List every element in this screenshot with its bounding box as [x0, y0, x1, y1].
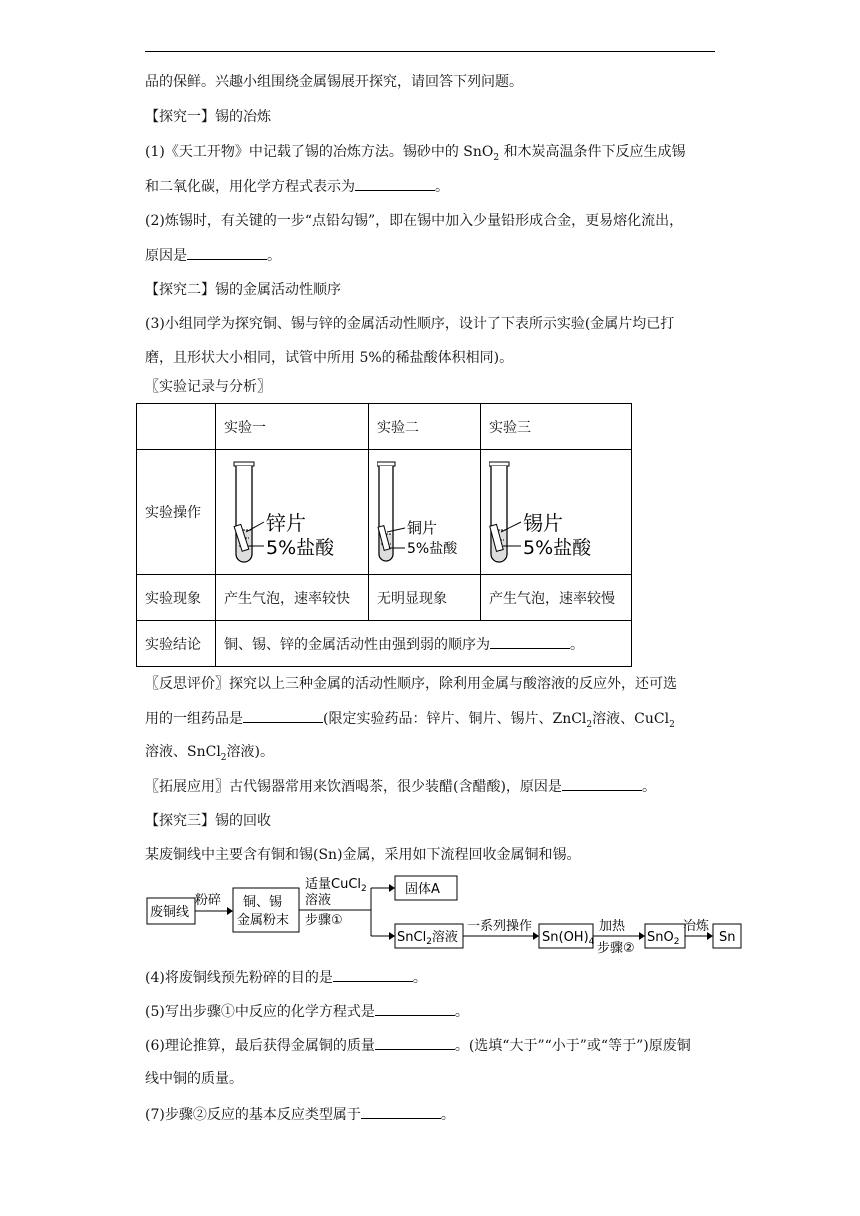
test-tube-copper: [377, 450, 472, 570]
header-rule: [145, 51, 715, 52]
answer-blank[interactable]: [375, 1001, 455, 1016]
subsection-title: 〖实验记录与分析〗: [145, 379, 271, 395]
question-1-cont: 和二氧化碳，用化学方程式表示为 。: [145, 176, 449, 197]
box-label: 金属粉末: [237, 913, 290, 928]
question-3: (3)小组同学为探究铜、锡与锌的金属活动性顺序，设计了下表所示实验(金属片均已打: [145, 316, 675, 332]
answer-blank[interactable]: [243, 708, 323, 723]
question-7: (7)步骤②反应的基本反应类型属于 。: [145, 1104, 455, 1125]
arrow-label: 步骤②: [597, 941, 635, 954]
question-4: (4)将废铜线预先粉碎的目的是 。: [145, 967, 427, 988]
row-label: 实验现象: [137, 575, 216, 621]
answer-blank[interactable]: [490, 634, 570, 649]
section-title: 【探究三】锡的回收: [145, 813, 271, 829]
answer-blank[interactable]: [562, 776, 642, 791]
reflection: 〖反思评价〗探究以上三种金属的活动性顺序，除利用金属与酸溶液的反应外，还可选: [145, 676, 677, 692]
box-label: 固体A: [405, 882, 440, 897]
section-title: 【探究一】锡的冶炼: [145, 109, 271, 125]
intro-text: 某废铜线中主要含有铜和锡(Sn)金属，采用如下流程回收金属铜和锡。: [145, 847, 581, 863]
experiment-table: [136, 403, 632, 667]
tube-cell-2: [369, 450, 481, 575]
question-2-cont: 原因是 。: [145, 245, 281, 266]
text-line: 品的保鲜。兴趣小组围绕金属锡展开探究，请回答下列问题。: [145, 74, 523, 90]
metal-label: 锡片: [523, 511, 563, 535]
condition-label: 步骤①: [305, 913, 343, 928]
row-label: 实验结论: [137, 621, 216, 667]
section-title: 【探究二】锡的金属活动性顺序: [145, 282, 341, 298]
answer-blank[interactable]: [355, 176, 435, 191]
phenomenon-cell: 产生气泡，速率较快: [216, 575, 369, 621]
answer-blank[interactable]: [361, 1104, 441, 1119]
question-2: (2)炼锡时，有关键的一步“点铅勾锡”，即在锡中加入少量铅形成合金，更易熔化流出，: [145, 213, 684, 229]
acid-label: 5%盐酸: [266, 537, 335, 559]
question-6: (6)理论推算，最后获得金属铜的质量 。(选填“大于”“小于”或“等于”)原废铜: [145, 1035, 691, 1056]
answer-blank[interactable]: [375, 1035, 455, 1050]
metal-label: 铜片: [407, 519, 438, 537]
phenomenon-cell: 无明显现象: [369, 575, 481, 621]
condition-label: 适量CuCl$_2$: [305, 877, 367, 894]
reflection-cont: 用的一组药品是 (限定实验药品：锌片、铜片、锡片、ZnCl$_2$溶液、CuCl$_2$: [145, 708, 675, 729]
process-flowchart: [145, 874, 745, 954]
phenomenon-cell: 产生气泡，速率较慢: [481, 575, 632, 621]
row-label: 实验操作: [137, 450, 216, 575]
answer-blank[interactable]: [187, 245, 267, 260]
table-header: 实验二: [369, 404, 481, 450]
tube-cell-1: [216, 450, 369, 575]
question-3-cont: 磨，且形状大小相同，试管中所用 5%的稀盐酸体积相同)。: [145, 350, 514, 366]
test-tube-tin: [489, 450, 619, 570]
condition-label: 溶液: [305, 893, 332, 908]
box-label: 铜、锡: [243, 895, 283, 910]
acid-label: 5%盐酸: [523, 537, 592, 559]
table-header: 实验三: [481, 404, 632, 450]
test-tube-zinc: [224, 450, 354, 570]
arrow-label: 加热: [599, 919, 626, 934]
box-label: 废铜线: [150, 905, 190, 920]
answer-blank[interactable]: [333, 967, 413, 982]
table-header: 实验一: [216, 404, 369, 450]
extension: 〖拓展应用〗古代锡器常用来饮酒喝茶，很少装醋(含醋酸)，原因是 。: [145, 776, 656, 797]
question-6-cont: 线中铜的质量。: [145, 1071, 243, 1087]
box-label: $Sn(OH)_4$: [542, 930, 595, 947]
acid-label: 5%盐酸: [407, 541, 458, 557]
box-label: Sn: [719, 930, 736, 945]
arrow-label: 粉碎: [195, 893, 222, 908]
box-label: SnO$_2$: [647, 930, 680, 947]
arrow-label: 冶炼: [683, 919, 710, 934]
box-label: SnCl$_2$溶液: [397, 930, 458, 947]
conclusion-cell: 铜、锡、锌的金属活动性由强到弱的顺序为 。: [216, 621, 632, 667]
reflection-cont: 溶液、SnCl$_2$溶液)。: [145, 744, 274, 763]
metal-label: 锌片: [266, 511, 306, 535]
arrow-label: 一系列操作: [467, 919, 533, 934]
question-5: (5)写出步骤①中反应的化学方程式是 。: [145, 1001, 469, 1022]
question-1: (1)《天工开物》中记载了锡的冶炼方法。锡砂中的 SnO$_2$ 和木炭高温条件下反应生成锡: [145, 144, 686, 163]
tube-cell-3: [481, 450, 632, 575]
